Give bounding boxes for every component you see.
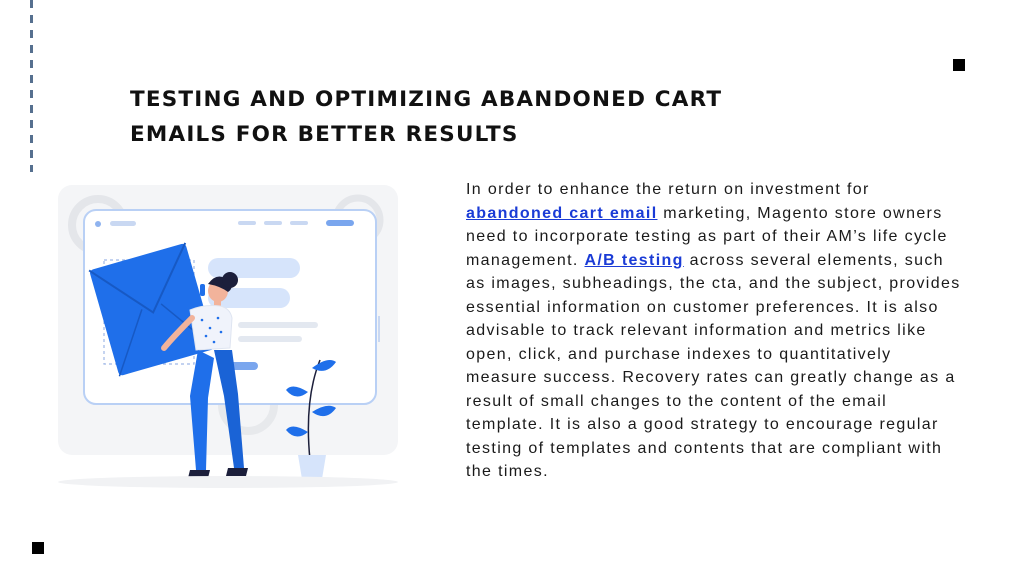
page-title [130, 82, 890, 152]
email-marketing-illustration [28, 180, 428, 500]
decorative-dashed-line [30, 0, 33, 172]
body-paragraph [466, 178, 966, 484]
paragraph-text-part-2: marketing, Magento store owners need to incorporate testing as part of their AM’s life cycle management. [466, 204, 948, 269]
paragraph-text-part-1: In order to enhance the return on investment for [466, 181, 870, 198]
abandoned-cart-email-link[interactable]: abandoned cart email [466, 204, 658, 222]
title-line-1: TESTING AND OPTIMIZING ABANDONED CART [130, 87, 723, 112]
decorative-square-top [953, 59, 965, 71]
decorative-square-bottom [32, 542, 44, 554]
title-line-2: EMAILS FOR BETTER RESULTS [130, 122, 519, 147]
woman-with-email-envelope-illustration-icon [28, 180, 428, 500]
ab-testing-link[interactable]: A/B testing [584, 251, 684, 269]
paragraph-text-part-3: across several elements, such as images, subheadings, the cta, and the subject, provides essential information on customer preferences. It is also advisable to track relevant information and metrics like open, click, and purchase indexes to quantitatively measure success. Recovery rates can greatly change as a result of small changes to the content of the email template. It is also a good strategy to encourage regular testing of templates and contents that are compliant with the times. [466, 251, 961, 480]
